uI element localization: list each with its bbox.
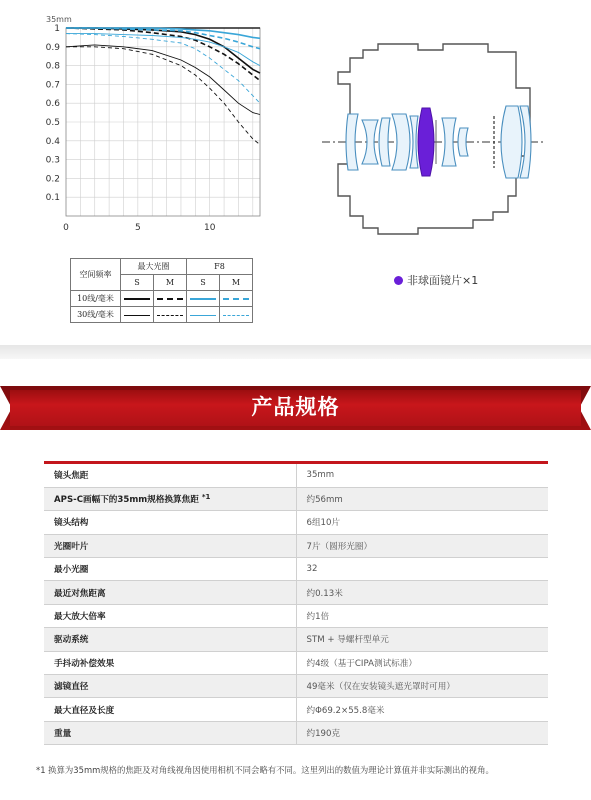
aspherical-element	[418, 108, 434, 176]
spec-key	[44, 511, 296, 534]
y-tick-label: 0.6	[45, 99, 60, 110]
spec-key	[44, 675, 296, 698]
diagram-section	[0, 0, 591, 345]
y-tick-label: 0.4	[45, 136, 60, 147]
spec-key-text: APS-C画幅下的35mm规格换算焦距	[54, 495, 199, 506]
spec-value: 约Φ69.2×55.8毫米	[296, 698, 548, 721]
lens-element	[501, 106, 522, 178]
spec-row	[44, 604, 548, 627]
spec-row	[44, 487, 548, 510]
spec-banner	[0, 378, 591, 436]
spec-key	[44, 581, 296, 604]
mtf-series-line	[66, 45, 260, 115]
spec-row	[44, 698, 548, 721]
spec-key	[44, 558, 296, 581]
spec-key-text: 驱动系统	[54, 635, 89, 646]
spec-key	[44, 464, 296, 487]
spec-value: 7片（圆形光圈）	[296, 534, 548, 557]
spec-key-text: 最近对焦距离	[54, 588, 106, 599]
y-tick-label: 1	[54, 24, 60, 34]
spec-value: 约56mm	[296, 487, 548, 510]
legend-swatch	[220, 307, 253, 323]
legend-m: M	[154, 275, 187, 291]
x-tick-label: 5	[134, 223, 141, 233]
spec-value: 49毫米（仅在安装镜头遮光罩时可用）	[296, 675, 548, 698]
legend-max-aperture: 最大光圈	[121, 259, 187, 275]
spec-value: 约1倍	[296, 604, 548, 627]
spec-key-text: 滤镜直径	[54, 682, 89, 693]
aspherical-note	[394, 272, 478, 288]
spec-key	[44, 534, 296, 557]
mtf-series-line	[66, 34, 260, 104]
legend-freq-header: 空间频率	[71, 259, 121, 291]
legend-row-30: 30线/毫米	[71, 307, 121, 323]
legend-swatch	[154, 307, 187, 323]
spec-row	[44, 721, 548, 744]
footnote: *1 换算为35mm规格的焦距及对角线视角因使用相机不同会略有不同。这里列出的数值为理论计算值并非实际测出的视角。	[36, 765, 494, 775]
spec-key	[44, 604, 296, 627]
spec-row	[44, 558, 548, 581]
legend-swatch	[187, 291, 220, 307]
legend-swatch	[121, 291, 154, 307]
y-tick-label: 0.2	[45, 174, 60, 185]
spec-row	[44, 464, 548, 487]
mtf-legend	[70, 258, 253, 323]
aspherical-note-text: 非球面镜片×1	[407, 274, 479, 287]
spec-key	[44, 487, 296, 510]
lens-construction-diagram	[318, 36, 548, 246]
section-divider	[0, 345, 591, 359]
y-tick-label: 0.5	[45, 118, 60, 128]
spec-key-text: 镜头焦距	[54, 471, 89, 482]
legend-swatch	[187, 307, 220, 323]
spec-value: 35mm	[296, 464, 548, 487]
mtf-corner-label: 35mm	[46, 15, 72, 24]
x-tick-label: 0	[63, 223, 69, 233]
y-tick-label: 0.8	[45, 61, 60, 72]
banner-title: 产品规格	[251, 395, 340, 419]
spec-value: 约0.13米	[296, 581, 548, 604]
spec-key-text: 最大直径及长度	[54, 705, 115, 716]
y-tick-label: 0.7	[45, 80, 60, 91]
y-tick-label: 0.9	[45, 42, 60, 53]
legend-row-10: 10线/毫米	[71, 291, 121, 307]
spec-value: 约4级（基于CIPA测试标准）	[296, 651, 548, 674]
spec-key	[44, 628, 296, 651]
mtf-chart	[30, 10, 270, 235]
lens-element	[458, 128, 468, 156]
spec-key-text: 重量	[54, 728, 72, 739]
legend-f8: F8	[187, 259, 253, 275]
lens-element	[410, 116, 418, 168]
spec-key-text: 光圈叶片	[54, 541, 89, 552]
legend-s: S	[121, 275, 154, 291]
spec-table-wrapper	[44, 461, 548, 745]
spec-value: 32	[296, 558, 548, 581]
x-tick-label: 10	[203, 223, 216, 233]
spec-key	[44, 651, 296, 674]
legend-swatch	[154, 291, 187, 307]
legend-m: M	[220, 275, 253, 291]
legend-s: S	[187, 275, 220, 291]
spec-footnote-marker: *1	[201, 493, 211, 502]
lens-element	[392, 114, 410, 170]
spec-row	[44, 511, 548, 534]
spec-row	[44, 675, 548, 698]
lens-element	[379, 118, 390, 166]
spec-key-text: 最大放大倍率	[54, 612, 106, 623]
spec-key-text: 最小光圈	[54, 565, 89, 576]
y-tick-label: 0.3	[45, 155, 60, 166]
spec-row	[44, 651, 548, 674]
spec-value: 6组10片	[296, 511, 548, 534]
spec-key	[44, 698, 296, 721]
spec-row	[44, 534, 548, 557]
legend-swatch	[121, 307, 154, 323]
spec-key-text: 镜头结构	[54, 518, 89, 529]
spec-value: STM + 导螺杆型单元	[296, 628, 548, 651]
mtf-series-line	[66, 34, 260, 66]
y-tick-label: 0.1	[45, 193, 60, 204]
aspherical-dot-icon	[394, 276, 403, 285]
spec-table	[44, 464, 548, 745]
spec-key-text: 手抖动补偿效果	[54, 658, 115, 669]
spec-row	[44, 628, 548, 651]
spec-value: 约190克	[296, 721, 548, 744]
spec-key	[44, 721, 296, 744]
legend-swatch	[220, 291, 253, 307]
spec-row	[44, 581, 548, 604]
